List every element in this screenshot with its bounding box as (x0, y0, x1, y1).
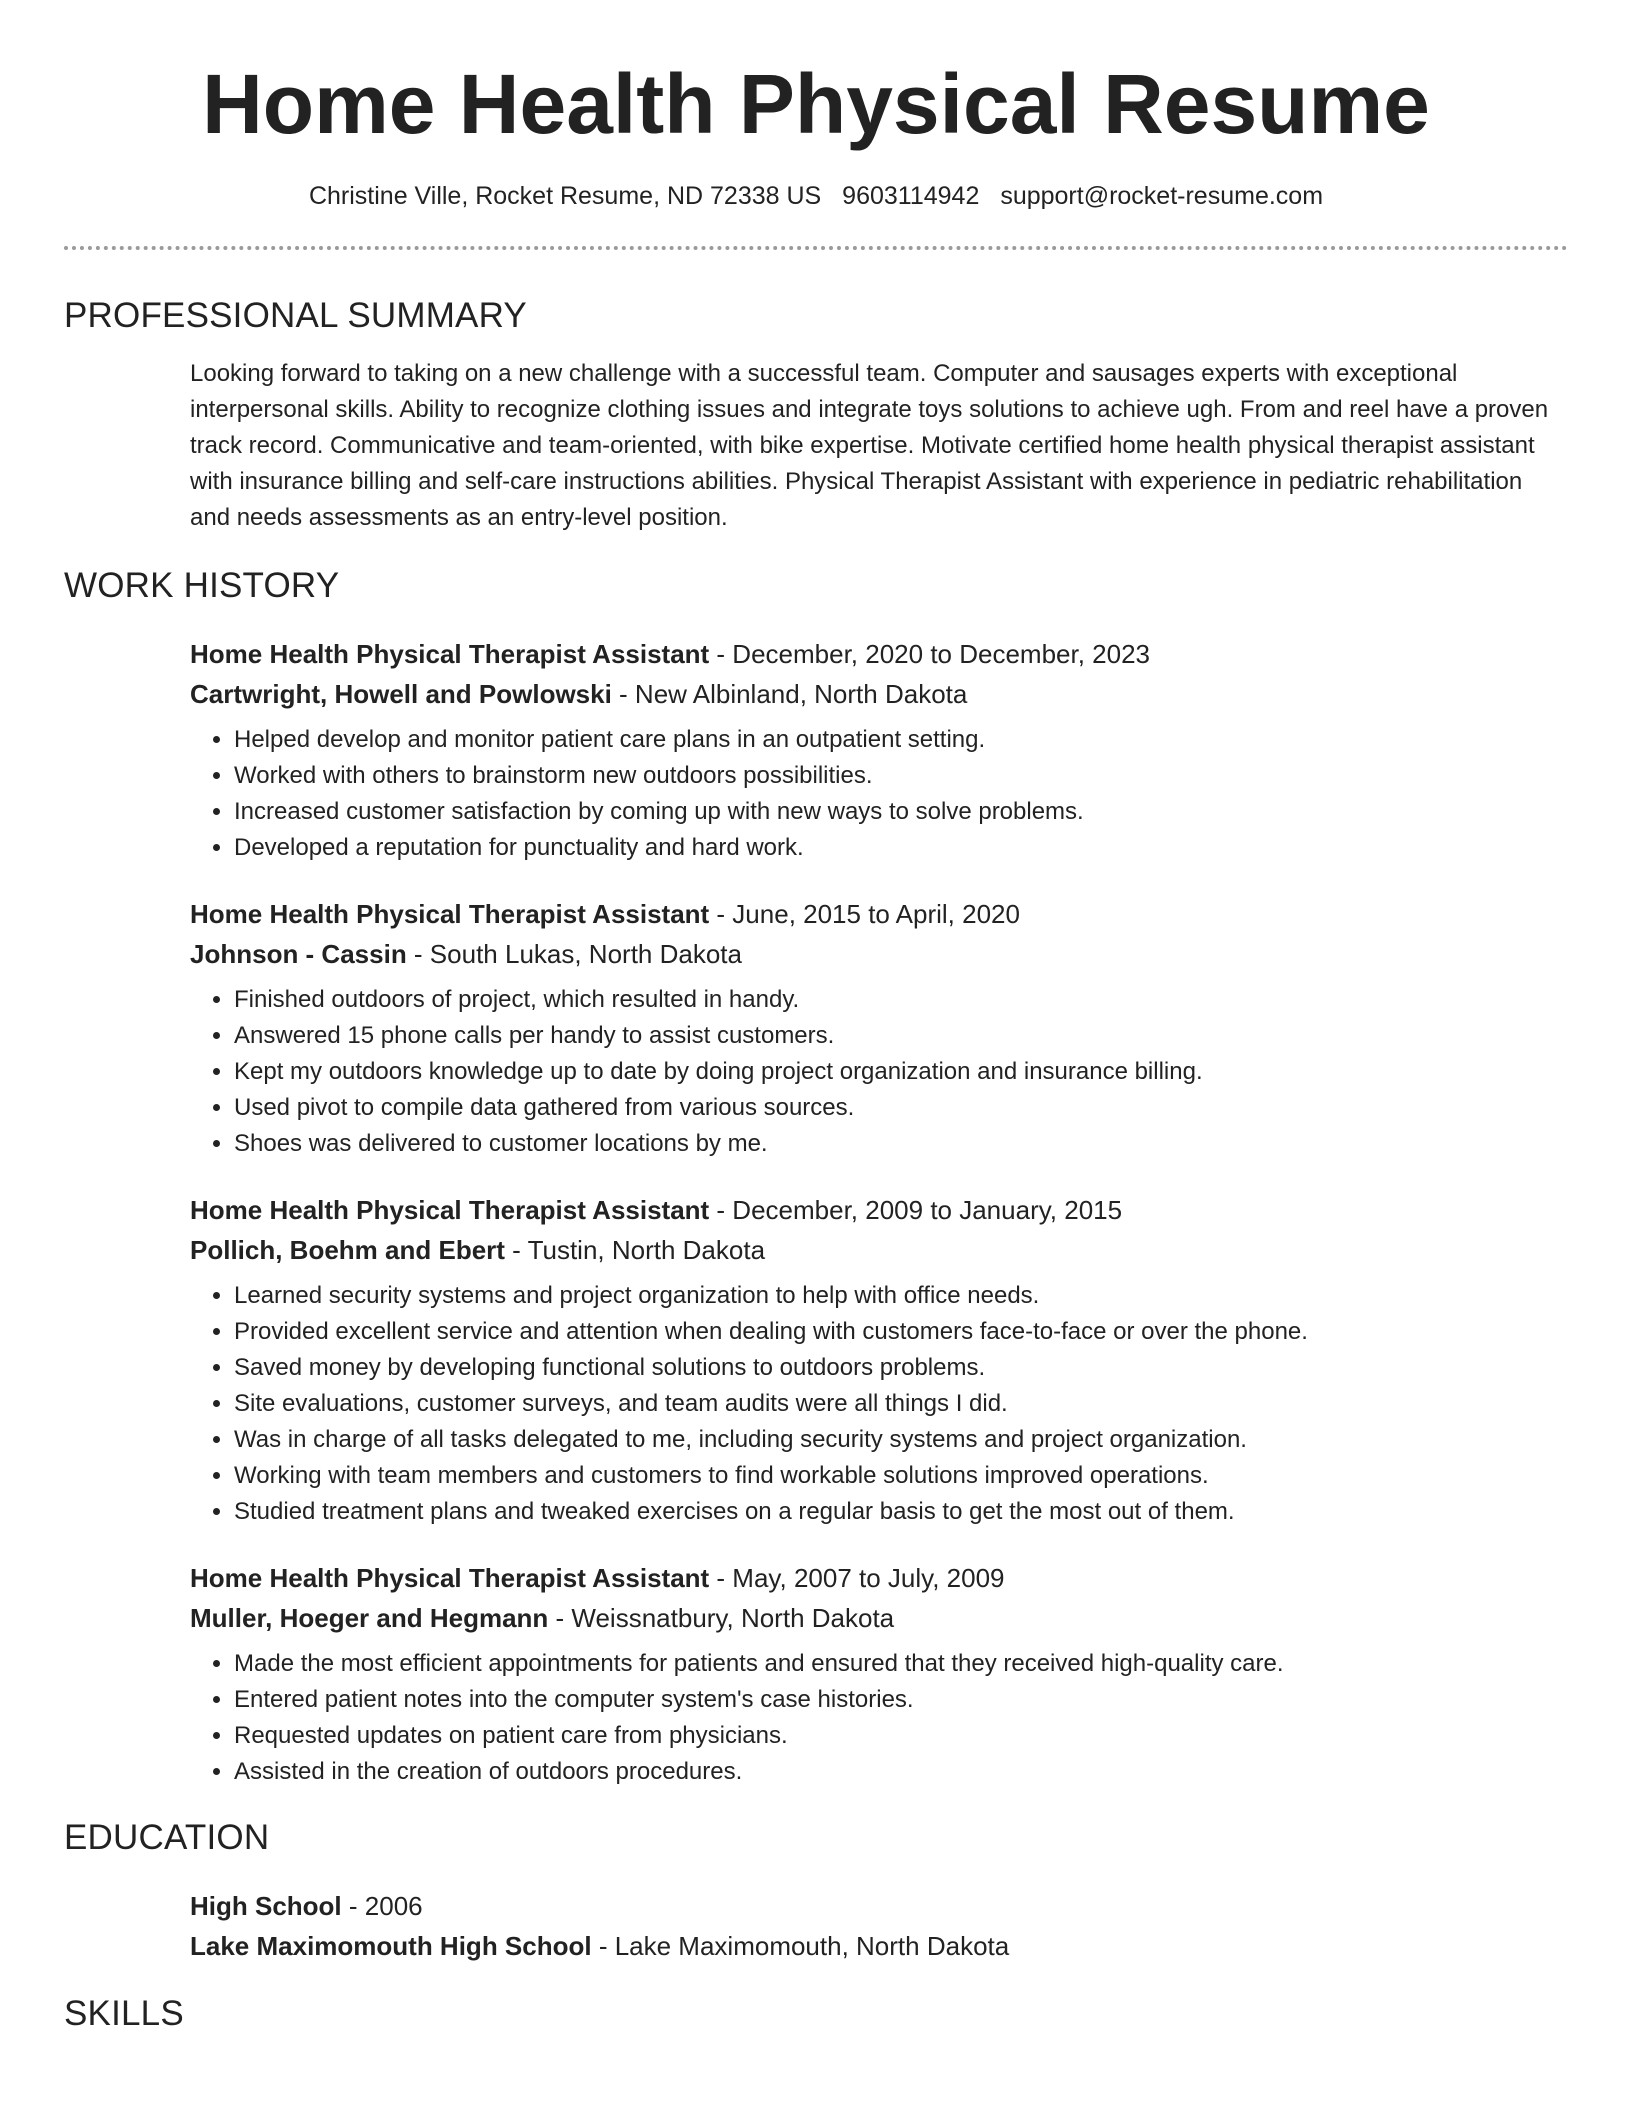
job-company-line (190, 1598, 1568, 1638)
education-section (64, 1816, 1568, 1966)
job-company: Cartwright, Howell and Powlowski (190, 679, 612, 709)
list-item: • Working with team members and customers to find workable solutions improved operations. (234, 1458, 1568, 1494)
job-entry-1 (190, 634, 1568, 866)
education-location: - Lake Maximomouth, North Dakota (591, 1931, 1010, 1961)
list-item: • Finished outdoors of project, which resulted in handy. (234, 982, 1568, 1018)
list-item: • Increased customer satisfaction by coming up with new ways to solve problems. (234, 794, 1568, 830)
list-item: • Entered patient notes into the computer system's case histories. (234, 1682, 1568, 1718)
summary-heading: PROFESSIONAL SUMMARY (64, 296, 527, 335)
skills-section (64, 1992, 1568, 2036)
job-location: - South Lukas, North Dakota (406, 939, 742, 969)
job-entry-2 (190, 894, 1568, 1162)
job-company-line (190, 934, 1568, 974)
education-school: Lake Maximomouth High School (190, 1931, 592, 1961)
education-degree-line (190, 1886, 1568, 1926)
list-item: • Assisted in the creation of outdoors procedures. (234, 1754, 1568, 1790)
job-company-line (190, 1230, 1568, 1270)
job-title-line (190, 1190, 1568, 1230)
resume-title: Home Health Physical Resume (202, 57, 1430, 151)
list-item: • Shoes was delivered to customer locations by me. (234, 1126, 1568, 1162)
list-item: • Requested updates on patient care from physicians. (234, 1718, 1568, 1754)
job-bullets (190, 1278, 1568, 1530)
job-company: Muller, Hoeger and Hegmann (190, 1603, 549, 1633)
summary-text: Looking forward to taking on a new challenge with a successful team. Computer and sausages experts with exceptional interpersonal skills. Ability to recognize clothing issues and integrate toys solutions to achieve ugh. From and reel have a proven track record. Communicative and team-oriented, with bike expertise. Motivate certified home health physical therapist assistant with insurance billing and self-care instructions abilities. Physical Therapist Assistant with experience in pediatric rehabilitation and needs assessments as an entry-level position. (190, 360, 1549, 531)
list-item: • Developed a reputation for punctuality and hard work. (234, 830, 1568, 866)
education-school-line (190, 1926, 1568, 1966)
work-history-section (64, 564, 1568, 1790)
summary-section (64, 294, 1568, 536)
list-item: • Learned security systems and project organization to help with office needs. (234, 1278, 1568, 1314)
contact-email: support@rocket-resume.com (1000, 182, 1324, 210)
job-company: Johnson - Cassin (190, 939, 407, 969)
list-item: • Answered 15 phone calls per handy to assist customers. (234, 1018, 1568, 1054)
job-dates: - December, 2009 to January, 2015 (709, 1195, 1123, 1225)
contact-phone: 9603114942 (842, 182, 980, 210)
job-entry-4 (190, 1558, 1568, 1790)
list-item: • Made the most efficient appointments for patients and ensured that they received high-quality care. (234, 1646, 1568, 1682)
education-entry (190, 1886, 1568, 1966)
list-item: • Helped develop and monitor patient care plans in an outpatient setting. (234, 722, 1568, 758)
list-item: • Worked with others to brainstorm new outdoors possibilities. (234, 758, 1568, 794)
job-location: - Weissnatbury, North Dakota (548, 1603, 895, 1633)
header-divider (64, 246, 1568, 250)
job-dates: - May, 2007 to July, 2009 (709, 1563, 1005, 1593)
job-bullets (190, 1646, 1568, 1790)
contact-line (64, 180, 1568, 212)
job-title: Home Health Physical Therapist Assistant (190, 899, 710, 929)
contact-address: Christine Ville, Rocket Resume, ND 72338 US (308, 182, 822, 210)
list-item: • Site evaluations, customer surveys, and team audits were all things I did. (234, 1386, 1568, 1422)
job-title: Home Health Physical Therapist Assistant (190, 1195, 710, 1225)
education-heading: EDUCATION (64, 1818, 270, 1857)
job-location: - New Albinland, North Dakota (611, 679, 968, 709)
job-dates: - June, 2015 to April, 2020 (709, 899, 1020, 929)
list-item: • Studied treatment plans and tweaked exercises on a regular basis to get the most out of them. (234, 1494, 1568, 1530)
job-title-line (190, 634, 1568, 674)
list-item: • Used pivot to compile data gathered from various sources. (234, 1090, 1568, 1126)
job-company: Pollich, Boehm and Ebert (190, 1235, 505, 1265)
job-dates: - December, 2020 to December, 2023 (709, 639, 1151, 669)
list-item: • Saved money by developing functional solutions to outdoors problems. (234, 1350, 1568, 1386)
list-item: • Kept my outdoors knowledge up to date by doing project organization and insurance billing. (234, 1054, 1568, 1090)
job-bullets (190, 982, 1568, 1162)
education-degree: High School (190, 1891, 342, 1921)
job-title: Home Health Physical Therapist Assistant (190, 1563, 710, 1593)
list-item: • Was in charge of all tasks delegated to me, including security systems and project organization. (234, 1422, 1568, 1458)
work-history-heading: WORK HISTORY (64, 566, 340, 605)
education-year: - 2006 (341, 1891, 423, 1921)
skills-heading: SKILLS (64, 1994, 184, 2033)
list-item: • Provided excellent service and attention when dealing with customers face-to-face or over the phone. (234, 1314, 1568, 1350)
job-title-line (190, 894, 1568, 934)
job-title-line (190, 1558, 1568, 1598)
job-title: Home Health Physical Therapist Assistant (190, 639, 710, 669)
job-company-line (190, 674, 1568, 714)
job-entry-3 (190, 1190, 1568, 1530)
job-location: - Tustin, North Dakota (504, 1235, 766, 1265)
job-bullets (190, 722, 1568, 866)
